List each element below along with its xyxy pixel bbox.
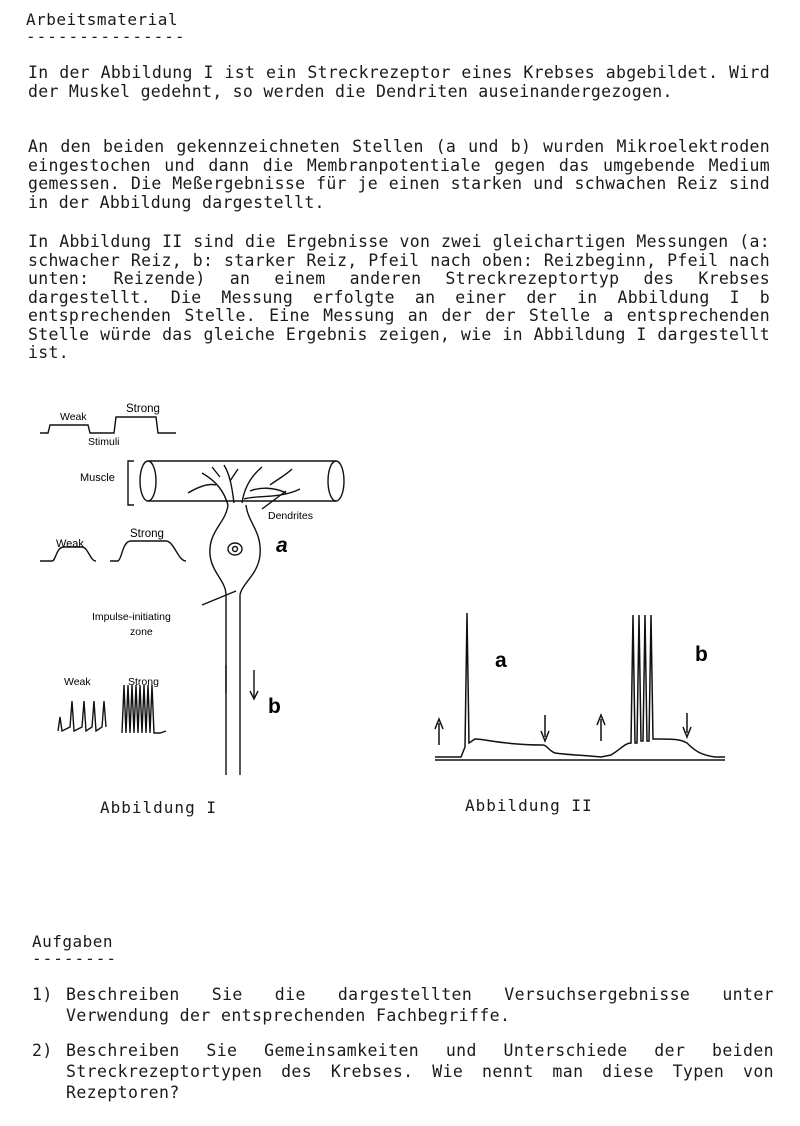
fig1-stimuli-label: Stimuli	[88, 436, 120, 448]
fig1-point-a-label: a	[276, 534, 288, 557]
task-number: 1)	[32, 985, 53, 1004]
fig1-muscle-label: Muscle	[80, 472, 115, 484]
figure2-paragraph: In Abbildung II sind die Ergebnisse von zwei gleichartigen Messungen (a: schwacher Reiz, b: starker Reiz, Pfeil nach oben: Reizbeginn, Pfeil nach unten: Reizende) an einem anderen Streckrezeptortyp des Krebses dargestellt. Die Messung erfolgte an einer der in Abbildung I b entsprechenden Stelle. Eine Messung an der der Stelle a entsprechenden Stelle würde das gleiche Ergebnis zeigen, wie in Abbildung I dargestellt ist.	[28, 232, 770, 362]
task-text: Beschreiben Sie Gemeinsamkeiten und Unterschiede der beiden Streckrezeptortypen des Krebses. Wie nennt man diese Typen von Rezeptoren?	[66, 1041, 774, 1102]
figure1-caption: Abbildung I	[100, 798, 217, 817]
task-text: Beschreiben Sie die dargestellten Versuchsergebnisse unter Verwendung der entsprechenden Fachbegriffe.	[66, 985, 774, 1025]
fig2-a-label: a	[495, 649, 507, 672]
tasks-title: Aufgaben	[32, 932, 114, 951]
tasks-underline: --------	[32, 949, 118, 968]
fig1-spike-weak-label: Weak	[64, 676, 91, 688]
worksheet-title: Arbeitsmaterial	[26, 10, 178, 29]
fig2-b-label: b	[695, 643, 708, 666]
figure2-caption: Abbildung II	[465, 796, 593, 815]
fig1-zone-label-line1: Impulse-initiating	[92, 611, 171, 623]
fig1-stimulus-strong-label: Strong	[126, 403, 160, 415]
fig1-zone-label-line2: zone	[130, 626, 153, 638]
fig1-point-b-label: b	[268, 695, 281, 718]
title-underline: ---------------	[26, 27, 186, 46]
intro-paragraph: In der Abbildung I ist ein Streckrezeptor eines Krebses abgebildet. Wird der Muskel gedehnt, so werden die Dendriten auseinandergezogen.	[28, 63, 770, 101]
fig1-generator-strong-label: Strong	[130, 528, 164, 540]
fig1-stimulus-weak-label: Weak	[60, 411, 87, 423]
method-paragraph: An den beiden gekennzeichneten Stellen (a und b) wurden Mikroelektroden eingestochen und dann die Membranpotentiale gegen das umgebende Medium gemessen. Die Meßergebnisse für je einen starken und schwachen Reiz sind in der Abbildung dargestellt.	[28, 137, 770, 212]
fig1-dendrites-label: Dendrites	[268, 510, 313, 522]
figure2-recordings	[425, 605, 785, 770]
figure1-stretch-receptor	[30, 395, 360, 775]
fig1-spike-strong-label: Strong	[128, 676, 159, 688]
fig1-generator-weak-label: Weak	[56, 538, 84, 550]
task-number: 2)	[32, 1041, 53, 1060]
